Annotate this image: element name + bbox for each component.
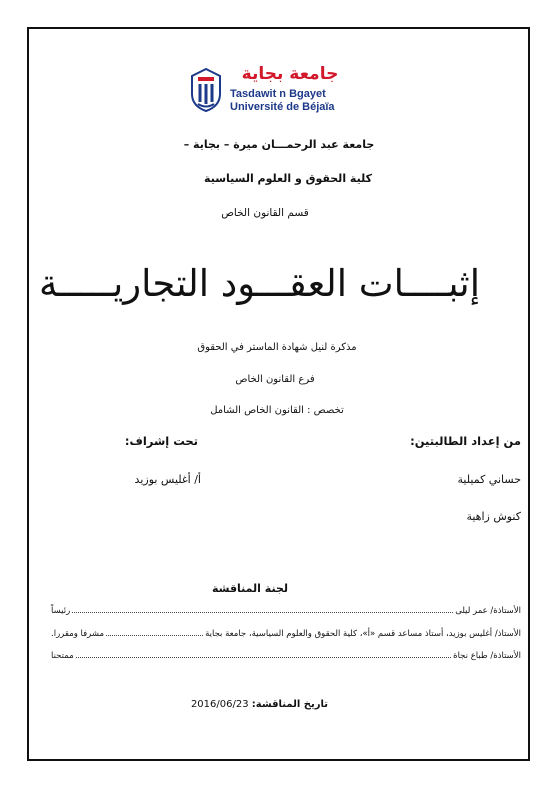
- jury-member-name: الأستاذ/ أغليس بوزيد، أستاذ مساعد قسم «أ»، كلية الحقوق والعلوم السياسية، جامعة بجاية: [205, 629, 521, 639]
- university-emblem-icon: [190, 68, 222, 112]
- jury-member-name: الأستاذة/ طباع نجاة: [453, 651, 521, 661]
- university-name: جامعة عبد الرحمـــان ميرة – بجاية –: [183, 138, 375, 151]
- jury-member-row: [51, 647, 521, 661]
- degree-line: مذكرة لنيل شهادة الماستر في الحقوق: [197, 342, 357, 353]
- logo-line-1: Tasdawit n Bgayet: [230, 88, 326, 100]
- logo-line-2: Université de Béjaïa: [230, 101, 335, 113]
- dotted-leader: [72, 612, 453, 613]
- defense-date-label: تاريخ المناقشة:: [251, 699, 328, 710]
- dotted-leader: [106, 635, 203, 636]
- university-logo: [190, 64, 360, 118]
- specialty-line: تخصص : القانون الخاص الشامل: [210, 405, 344, 416]
- defense-date-line: [190, 699, 328, 710]
- jury-member-role: مشرفا ومقررا.: [51, 629, 104, 639]
- thesis-title: إثبــــات العقـــود التجاريـــــة: [38, 262, 480, 305]
- jury-member-name: الأستاذة/ عمر ليلى: [455, 606, 521, 616]
- supervision-heading: تحت إشراف:: [124, 434, 198, 448]
- jury-heading: لجنة المناقشة: [211, 582, 288, 595]
- faculty-name: كلية الحقوق و العلوم السياسية: [204, 172, 372, 185]
- department-name: قسم القانون الخاص: [221, 207, 309, 219]
- students-heading: من إعداد الطالبتين:: [410, 434, 521, 448]
- supervisor-name: أ/ أغليس بوزيد: [134, 473, 201, 486]
- dotted-leader: [76, 657, 451, 658]
- branch-line: فرع القانون الخاص: [235, 374, 315, 385]
- defense-date: 2016/06/23: [190, 699, 249, 710]
- student-name-1: حساني كميلية: [457, 473, 521, 486]
- jury-member-role: ممتحنا: [51, 651, 74, 661]
- student-name-2: كنوش زاهية: [466, 510, 521, 523]
- jury-member-role: رئيساً: [51, 606, 71, 616]
- jury-member-row: [51, 602, 521, 616]
- jury-member-row: [51, 625, 521, 639]
- logo-arabic-text: جامعة بجاية: [241, 64, 339, 84]
